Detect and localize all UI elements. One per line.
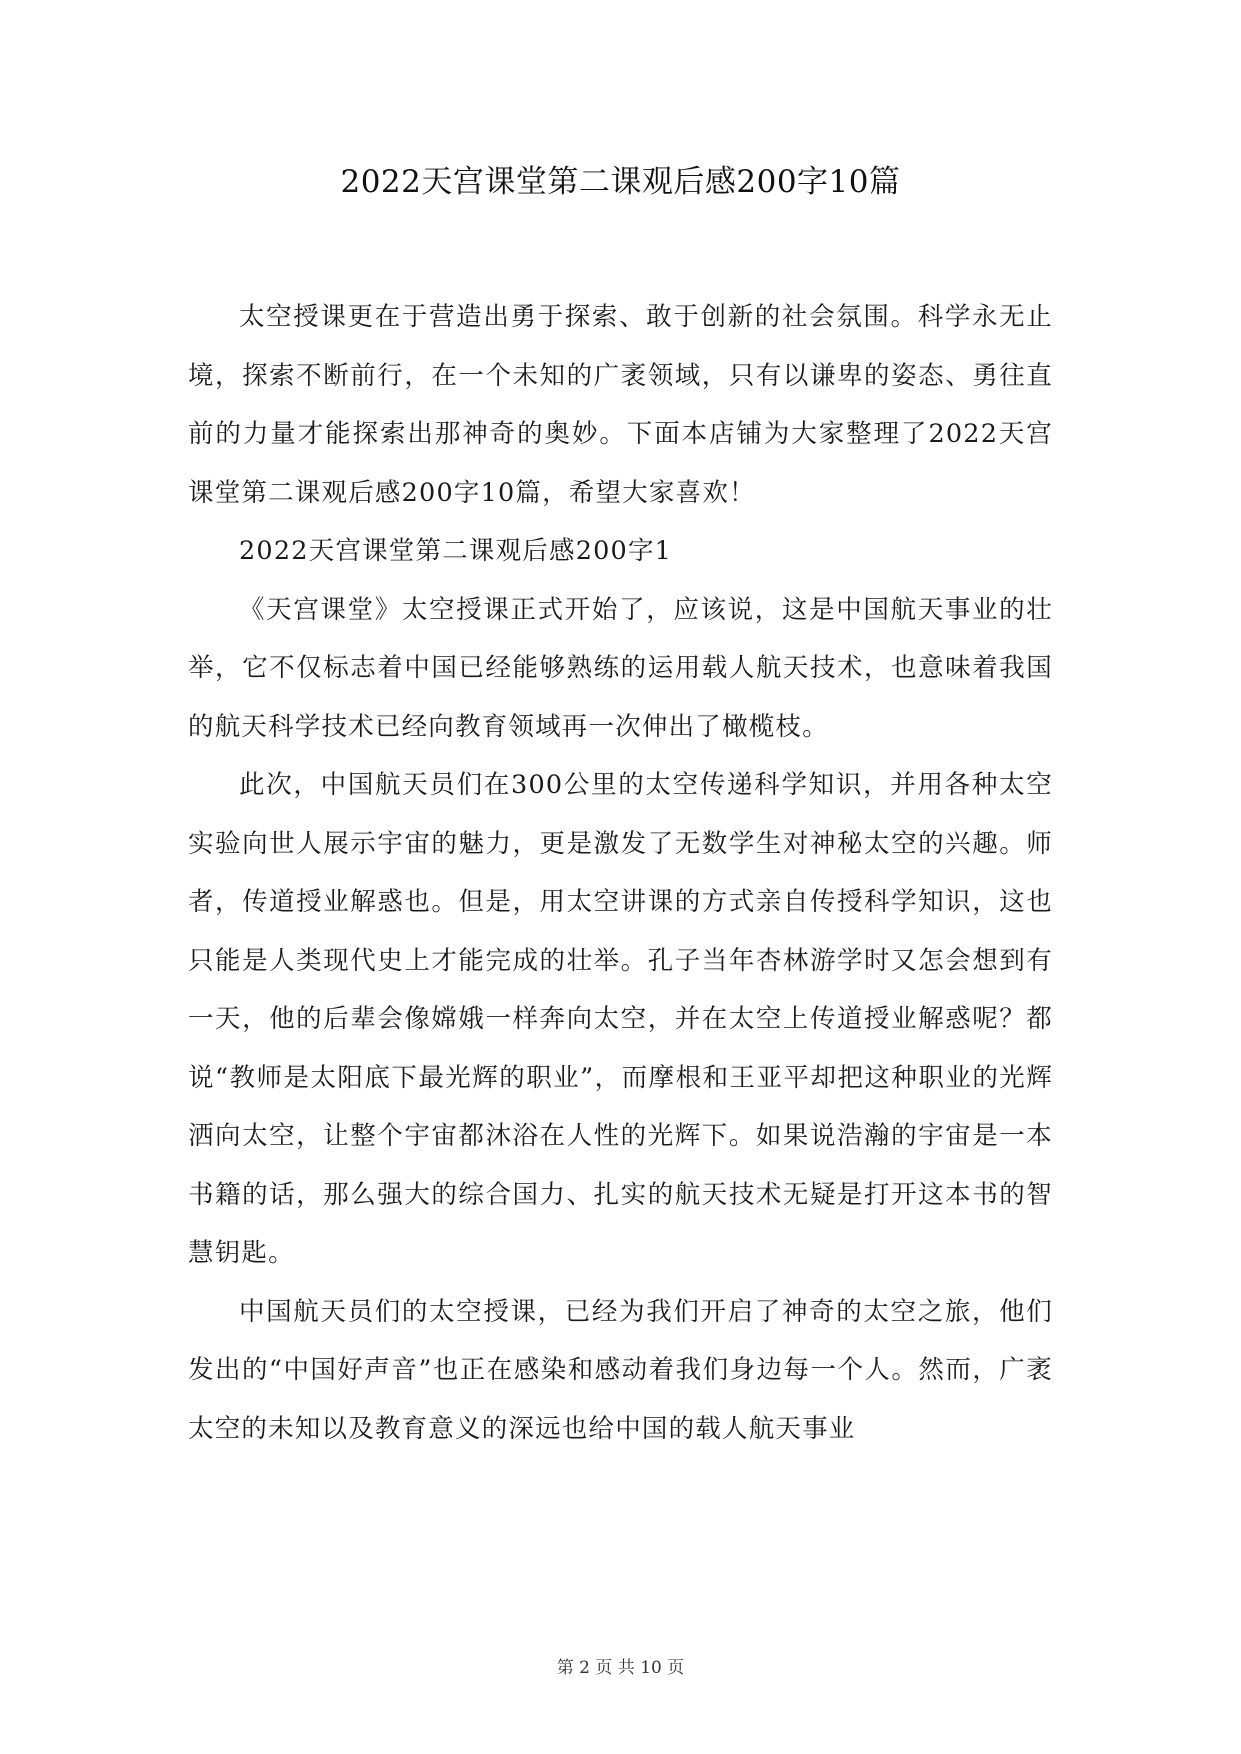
intro-paragraph: 太空授课更在于营造出勇于探索、敢于创新的社会氛围。科学永无止境，探索不断前行，在一个未知的广袤领域，只有以谦卑的姿态、勇往直前的力量才能探索出那神奇的奥妙。下面本店铺为大家整理了2022天宫课堂第二课观后感200字10篇，希望大家喜欢！ <box>188 302 1053 508</box>
body-paragraph: 此次，中国航天员们在300公里的太空传递科学知识，并用各种太空实验向世人展示宇宙的魅力，更是激发了无数学生对神秘太空的兴趣。师者，传道授业解惑也。但是，用太空讲课的方式亲自传授科学知识，这也只能是人类现代史上才能完成的壮举。孔子当年杏林游学时又怎会想到有一天，他的后辈会像嫦娥一样奔向太空，并在太空上传道授业解惑呢？都说“教师是太阳底下最光辉的职业”，而摩根和王亚平却把这种职业的光辉洒向太空，让整个宇宙都沐浴在人性的光辉下。如果说浩瀚的宇宙是一本书籍的话，那么强大的综合国力、扎实的航天技术无疑是打开这本书的智慧钥匙。 <box>188 770 1053 1268</box>
body-paragraph: 中国航天员们的太空授课，已经为我们开启了神奇的太空之旅，他们发出的“中国好声音”也正在感染和感动着我们身边每一个人。然而，广袤太空的未知以及教育意义的深远也给中国的载人航天事业 <box>188 1296 1053 1444</box>
section-heading: 2022天宫课堂第二课观后感200字1 <box>239 536 673 566</box>
body-paragraph: 《天宫课堂》太空授课正式开始了，应该说，这是中国航天事业的壮举，它不仅标志着中国已经能够熟练的运用载人航天技术，也意味着我国的航天科学技术已经向教育领域再一次伸出了橄榄枝。 <box>188 594 1053 742</box>
page-footer: 第 2 页 共 10 页 <box>556 1658 685 1678</box>
document-title: 2022天宫课堂第二课观后感200字10篇 <box>340 164 901 200</box>
document-body <box>188 288 1053 1458</box>
